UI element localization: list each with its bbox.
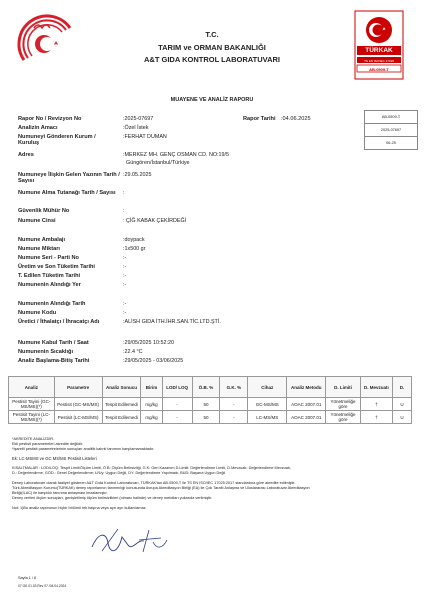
table-cell: Yönetmeliğe göre (326, 398, 361, 411)
field-label: Adres (18, 152, 34, 158)
column-header: Birim (141, 377, 162, 398)
field-value: :1x500 gr (123, 246, 146, 252)
field-value: :doypack (123, 237, 145, 243)
table-cell: † (360, 398, 392, 411)
field-label: Numunenin Alındığı Tarih (18, 301, 86, 307)
signature-2 (135, 528, 171, 556)
abbreviations-line-1: KISALTMALAR : LOD/LOQ: Tespit Limit/Ölçüm Limiti, Ö.B: Ölçüm Belirsizliği, G.K: Geri Kazanım D.Limiti: Değerlendirme Limiti, D.Mevzuatı: Değerlendirme Mevzuatı, (12, 466, 292, 470)
table-cell: - (162, 398, 192, 411)
table-cell: LC-MS/MS (248, 411, 287, 424)
field-value: :- (123, 273, 127, 279)
ministry-emblem-logo (14, 8, 80, 74)
document-code: 07.GK.01.03 Rev 07 /04.04.2024 (18, 584, 67, 588)
note-annex: Ek: LC-MSMS ve GC MS/MS Pestisit Listeleri (12, 456, 97, 461)
table-cell: Tespit Edilemedi (102, 411, 141, 424)
table-row (9, 398, 412, 411)
column-header: D. Mevzuatı (360, 377, 392, 398)
accreditation-code: AB-0509-T (365, 111, 417, 124)
field-label: Üretici / İthalatçı / İhracatçı Adı (18, 319, 100, 325)
field-value: :29/05/2025 10:52:20 (123, 340, 174, 346)
turkak-logo-text: TÜRKAK (365, 47, 393, 54)
field-value: :- (123, 310, 127, 316)
field-label: Numune Ambalajı (18, 237, 66, 243)
column-header: Ö.B. % (192, 377, 220, 398)
column-header: D. (392, 377, 411, 398)
table-header-row (9, 377, 412, 398)
header-line-1: T.C. (205, 30, 219, 39)
table-cell: Yönetmeliğe göre (326, 411, 361, 424)
table-cell: Pestisit Tayini (GC-MS/MS)(*) (9, 398, 55, 411)
field-value: :22.4 °C (123, 349, 143, 355)
field-value: : ÇİĞ KABAK ÇEKİRDEĞİ (123, 218, 187, 224)
note-accredited: *AKREDİTE ANALİZDİR. (12, 437, 55, 441)
report-title: MUAYENE VE ANALİZ RAPORU (170, 97, 254, 103)
table-cell: mg/kg (141, 398, 162, 411)
table-cell: † (360, 411, 392, 424)
field-label: Numune Seri - Parti No (18, 255, 79, 261)
field-value: :29.05.2025 (123, 172, 152, 178)
table-cell: Pestisit Tayini (LC-MS/MS)(*) (9, 411, 55, 424)
accreditation-date: 06-25 (386, 141, 396, 145)
field-value: :MERKEZ MH. GENÇ OSMAN CD. NO:19/5 (123, 152, 230, 158)
field-label: Numuneyi Gönderen Kurum / Kuruluş (18, 134, 96, 146)
field-label: Analizin Amacı (18, 125, 58, 131)
field-label: T. Edilen Tüketim Tarihi (18, 273, 81, 279)
field-label: Numunenin Sıcaklığı (18, 349, 74, 355)
field-label: Numunenin Alındığı Yer (18, 282, 81, 288)
disclaimer-line-1: Deney Laboratuvarı olarak faaliyet gösteren A&T Gıda Kontrol Laboratuvarı, TÜRKAK'tan AB-0509-T ile TS EN ISO/IEC 17025:2017 standardına göre akredite edilmiştir. (12, 481, 296, 485)
field-value: :- (123, 282, 127, 288)
table-cell: Pestisit (LC-MS/MS) (54, 411, 102, 424)
table-cell: - (220, 411, 248, 424)
results-table (8, 376, 412, 424)
table-cell: U (392, 398, 411, 411)
column-header: LOD/ LOQ (162, 377, 192, 398)
table-cell: Tespit Edilemedi (102, 398, 141, 411)
report-date-value: :04.06.2025 (281, 116, 311, 122)
field-label: Numuneye İlişkin Gelen Yazının Tarih / Sayısı (18, 172, 120, 184)
column-header: G.K. % (220, 377, 248, 398)
field-value: :29/05/2025 - 03/06/2025 (123, 358, 184, 364)
disclaimer-line-3: Birliği(ILAC) ile karşılıklı tanınma anlaşması imzalamıştır. (12, 491, 108, 495)
accreditation-box (364, 110, 418, 150)
field-value: :- (123, 264, 127, 270)
report-date-label: Rapor Tarihi (243, 116, 276, 122)
table-cell: GC-MS/MS (248, 398, 287, 411)
abbreviations-line-2: D.: Değerlendirme, GÖD.: Genel Değerlendirme; U/Uy: Uygun Değil, DY: Değerlendirme Yapılmadı, BUD: Başarıa Uygun Değil (12, 471, 226, 475)
field-value: :Özel İstek (123, 125, 149, 131)
table-cell: U (392, 411, 411, 424)
field-value: :- (123, 301, 127, 307)
turkak-logo-standard: TS EN ISO/IEC 17025 (364, 58, 394, 63)
table-cell: - (162, 411, 192, 424)
field-label: Güvenlik Mühür No (18, 208, 70, 214)
field-value: : (123, 190, 125, 196)
table-cell: AOAC 2007.01 (287, 411, 326, 424)
note-residue-definition: *İşaretli pestisit parametrelerinin sonuçları analitik kalınti tanımını karşılamamaktadır. (12, 447, 155, 451)
disclaimer-line-4: Deney verileri ölçüm sonuçları, genişletilmiş ölçüm belirsizlikleri (olması halinde) ve deney metotları yukarıda verilmiştir. (12, 496, 213, 500)
field-value-line-2: Güngören/İstanbul/Türkiye (126, 160, 190, 166)
column-header: Parametre (54, 377, 102, 398)
field-label: Numune Kodu (18, 310, 57, 316)
table-cell: AOAC 2007.01 (287, 398, 326, 411)
table-cell: - (220, 398, 248, 411)
field-label: Numune Cinsi (18, 218, 56, 224)
field-value: :ALİSH GIDA İTH.İHR.SAN.TİC.LTD.ŞTİ. (123, 319, 221, 325)
column-header: Cihaz (248, 377, 287, 398)
field-label: Rapor No / Revizyon No (18, 116, 82, 122)
field-label: Numune Kabul Tarih / Saat (18, 340, 89, 346)
disclaimer-line-2: Türk Akreditasyon Kurumu(TÜRKAK) deney raporlarının tanınmılığı konusunda Avrupa Akreditasyon Birliği (EA) ile Çok Taraflı Anlaşma ve Uluslararası Laboratuvar Akreditasyon (12, 486, 310, 490)
field-label: Analiz Başlama-Bitiş Tarihi (18, 358, 90, 364)
field-label: Numune Alma Tutanağı Tarih / Sayısı (18, 190, 116, 196)
table-cell: 50 (192, 398, 220, 411)
page-number: Sayfa 1 / 8 (18, 576, 37, 580)
field-label: Üretim ve Son Tüketim Tarihi (18, 264, 95, 270)
field-value: :FERHAT DUMAN (123, 134, 167, 140)
field-value: :2025-07697 (123, 116, 154, 122)
table-cell: Pestisit (GC-MS/MS) (54, 398, 102, 411)
note-not-accredited: Ekli pestisit parametreleri akredite değildir. (12, 442, 84, 446)
table-cell: 50 (192, 411, 220, 424)
field-value: :- (123, 255, 127, 261)
header-line-2: TARIM ve ORMAN BAKANLIĞI (158, 43, 266, 52)
column-header: Analiz Metodu (287, 377, 326, 398)
accreditation-report-no: 2025-07697 (365, 124, 417, 137)
header-line-3: A&T GIDA KONTROL LABORATUVARI (144, 55, 280, 64)
column-header: D. Limiti (326, 377, 361, 398)
table-row (9, 411, 412, 424)
column-header: Analiz Sonucu (102, 377, 141, 398)
final-note: Not: 1)Bu analiz raporunun hiçbir bölümü tek başına veya ayrı ayrı kullanılamaz. (12, 506, 147, 510)
column-header: Analiz (9, 377, 55, 398)
turkak-logo-code: AB-0509-T (369, 66, 389, 72)
table-cell: mg/kg (141, 411, 162, 424)
field-value: : (123, 208, 125, 214)
field-label: Numune Miktarı (18, 246, 60, 252)
